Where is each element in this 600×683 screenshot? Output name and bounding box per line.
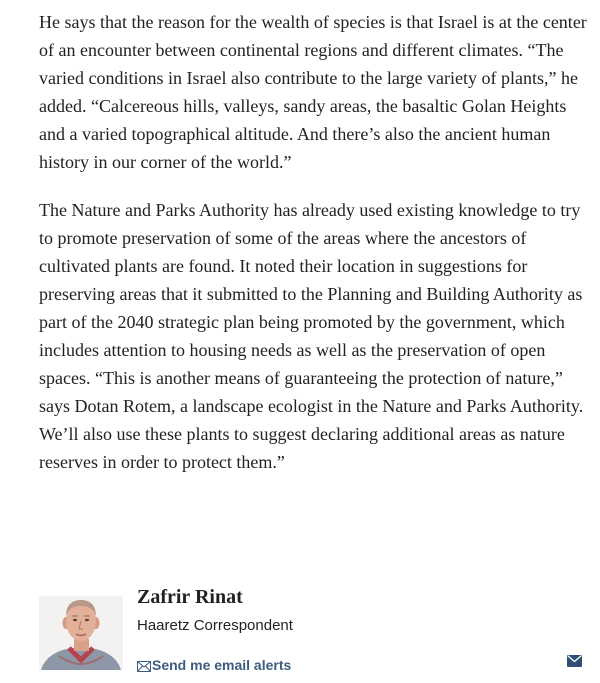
- send-email-alerts-link[interactable]: [137, 657, 291, 673]
- send-email-alerts-label: Send me email alerts: [152, 657, 292, 673]
- article-body: [39, 8, 587, 496]
- envelope-icon: [137, 659, 151, 675]
- article-paragraph: He says that the reason for the wealth of species is that Israel is at the center of an encounter between continental regions and different climates. “The varied conditions in Israel also contribute to the large variety of plants,” he added. “Calcereous hills, valleys, sandy areas, the basaltic Golan Heights and a varied topographical altitude. And there’s also the ancient human history in our corner of the world.”: [39, 12, 587, 172]
- author-name[interactable]: Zafrir Rinat: [137, 586, 243, 608]
- envelope-icon[interactable]: [567, 654, 582, 672]
- author-box: [39, 584, 584, 679]
- article-paragraph: The Nature and Parks Authority has already used existing knowledge to try to promote preservation of some of the areas where the ancestors of cultivated plants are found. It noted their location in suggestions for preserving areas that it submitted to the Planning and Building Authority as part of the 2040 strategic plan being promoted by the government, which includes attention to housing needs as well as the preservation of open spaces. “This is another means of guaranteeing the protection of nature,” says Dotan Rotem, a landscape ecologist in the Nature and Parks Authority. We’ll also use these plants to suggest declaring additional areas as nature reserves in order to protect them.”: [39, 200, 584, 472]
- author-role: Haaretz Correspondent: [137, 617, 293, 634]
- author-avatar[interactable]: [39, 596, 123, 670]
